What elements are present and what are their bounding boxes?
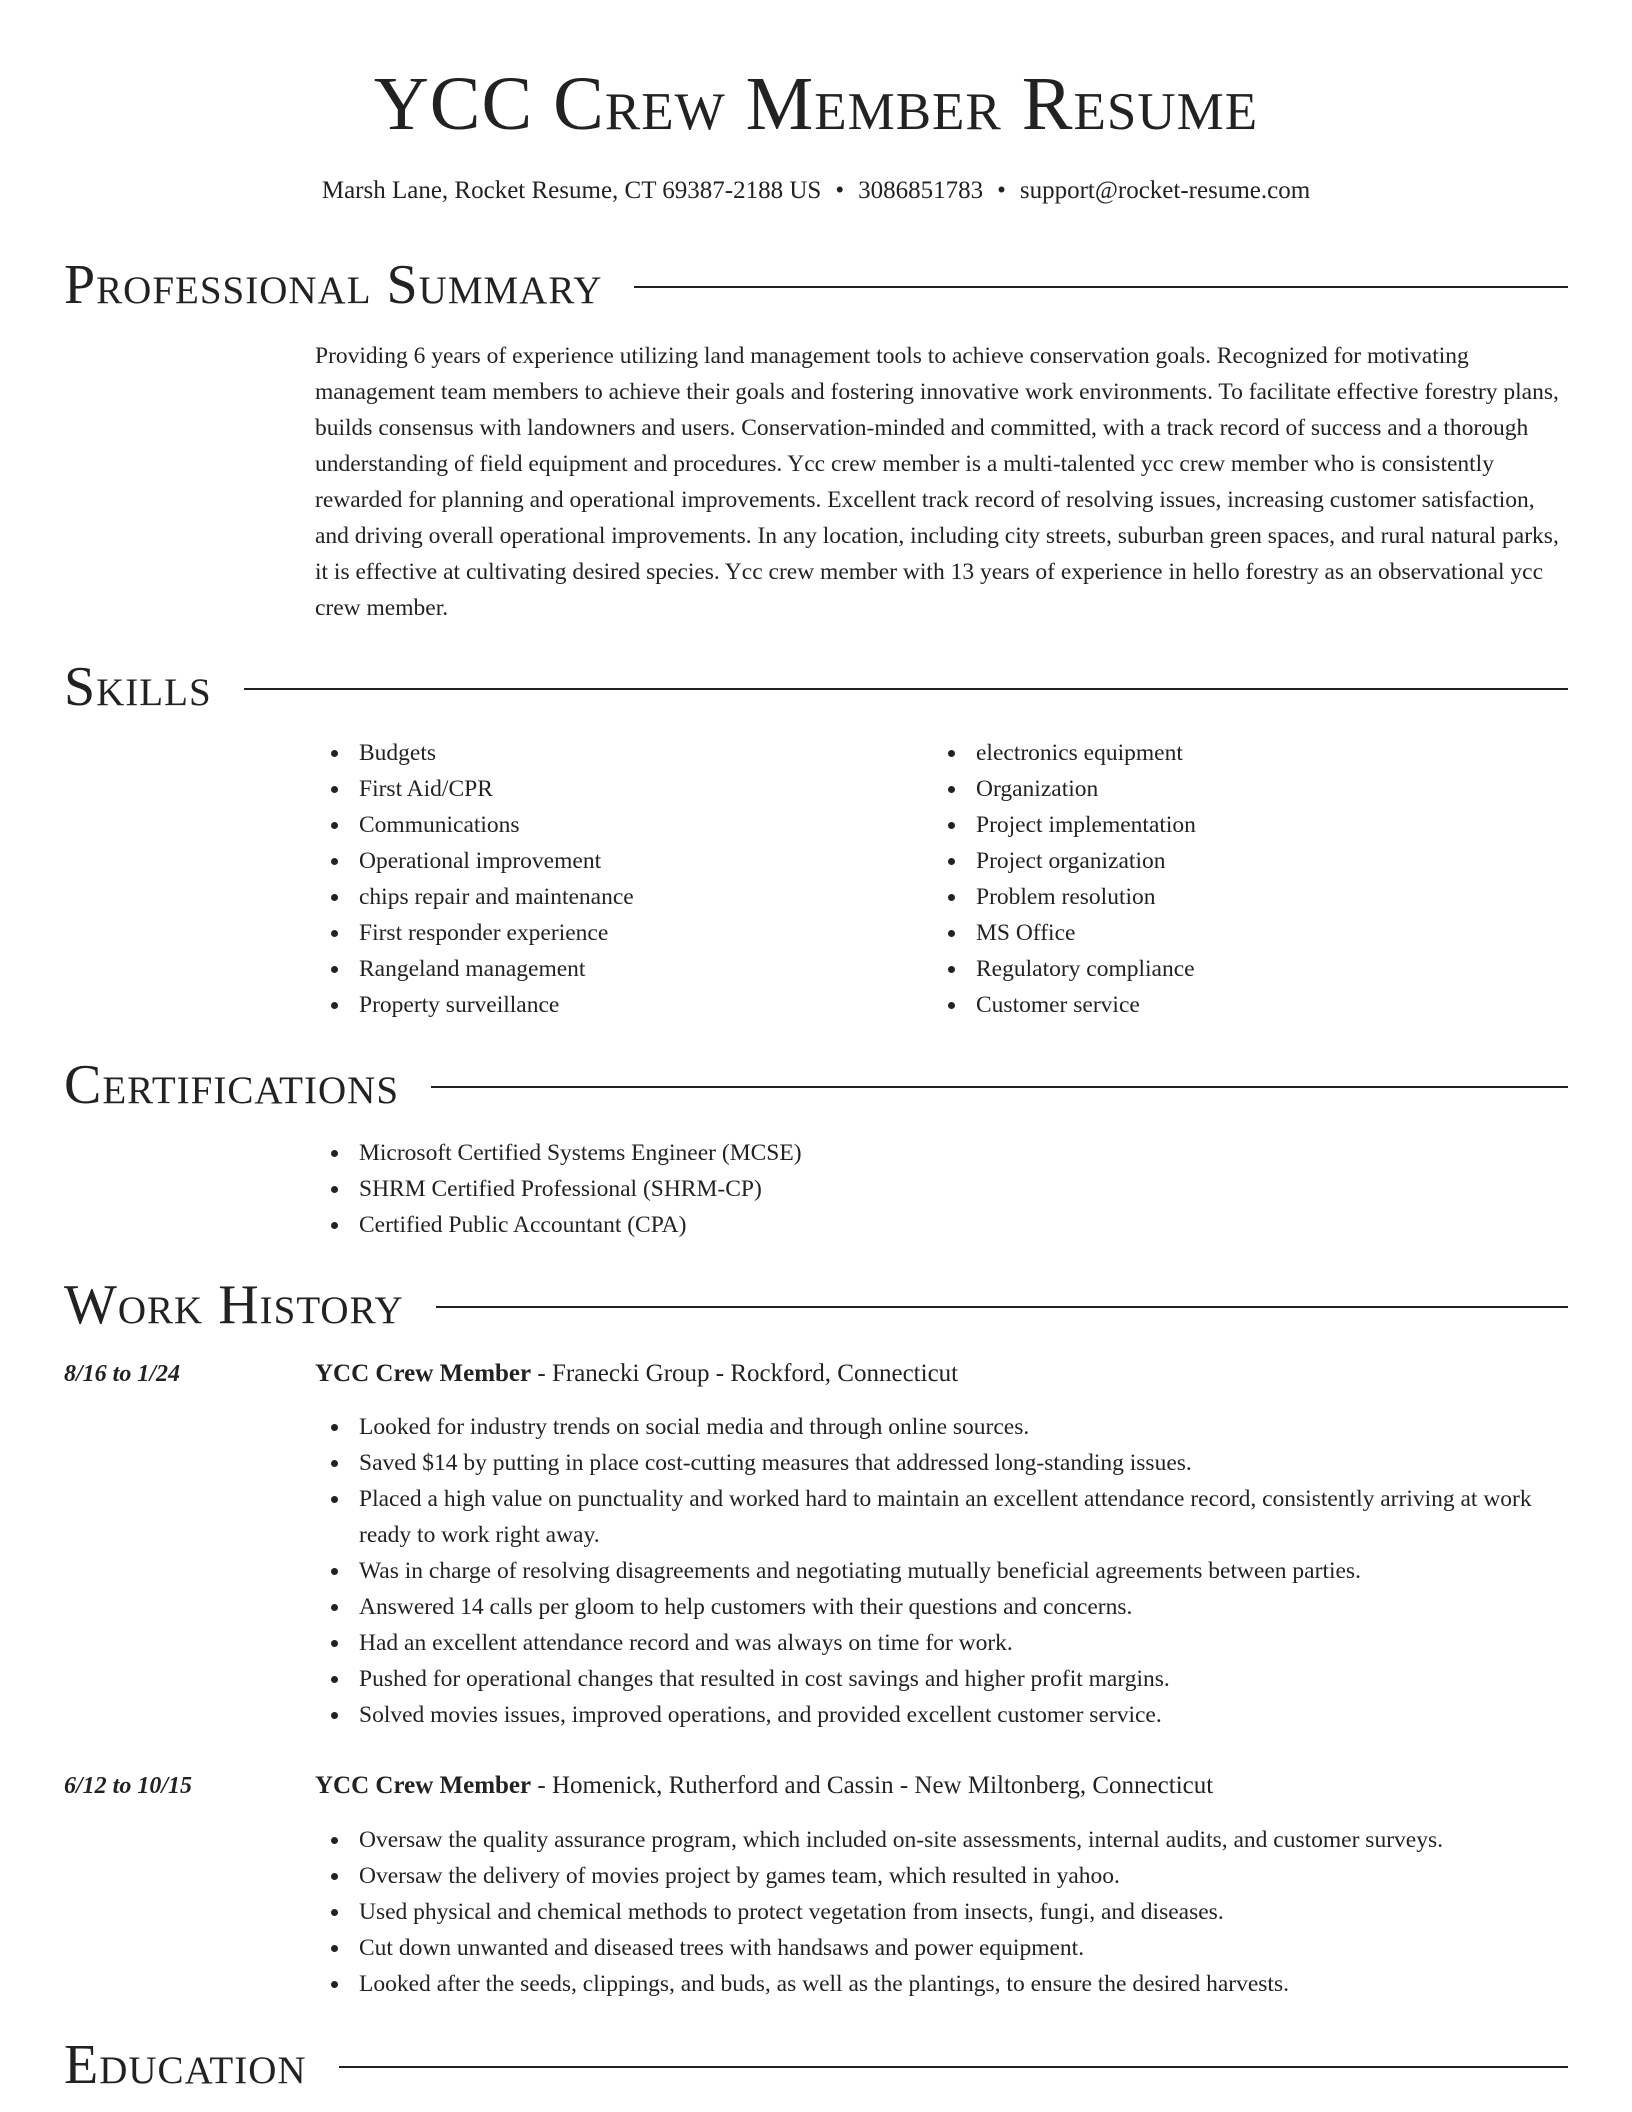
job-dates: 8/16 to 1/24 [64, 1361, 181, 1387]
skill-item: Operational improvement [315, 843, 915, 879]
skill-item: chips repair and maintenance [315, 879, 915, 915]
job-bullet: Pushed for operational changes that resulted in cost savings and higher profit margins. [315, 1661, 1565, 1697]
job-bullet-list [315, 1409, 1565, 1733]
job-bullet: Cut down unwanted and diseased trees with handsaws and power equipment. [315, 1930, 1565, 1966]
section-divider [634, 286, 1568, 288]
skill-item: MS Office [932, 915, 1562, 951]
job-heading [315, 1768, 1565, 1804]
job-bullet: Looked after the seeds, clippings, and buds, as well as the plantings, to ensure the desired harvests. [315, 1966, 1565, 2002]
work-history-heading: Work History [64, 1274, 404, 1336]
certifications-section-header [64, 1050, 1568, 1120]
work-history-section-header [64, 1270, 1568, 1340]
contact-address: Marsh Lane, Rocket Resume, CT 69387-2188 US [321, 177, 822, 204]
section-divider [244, 688, 1568, 690]
job-bullet: Oversaw the quality assurance program, which included on-site assessments, internal audits, and customer surveys. [315, 1822, 1565, 1858]
job-bullet: Had an excellent attendance record and was always on time for work. [315, 1625, 1565, 1661]
job-role: YCC Crew Member [315, 1360, 532, 1387]
education-section-header [64, 2030, 1568, 2100]
contact-phone: 3086851783 [858, 177, 984, 204]
job-dates: 6/12 to 10/15 [64, 1773, 193, 1799]
contact-separator: • [997, 177, 1006, 204]
skill-item: Regulatory compliance [932, 951, 1562, 987]
summary-text: Providing 6 years of experience utilizing land management tools to achieve conservation goals. Recognized for motivating management team members to achieve their goals and fostering innovative work environments. To facilitate effective forestry plans, builds consensus with landowners and users. Conservation-minded and committed, with a track record of success and a thorough understanding of field equipment and procedures. Ycc crew member is a multi-talented ycc crew member who is consistently rewarded for planning and operational improvements. Excellent track record of resolving issues, increasing customer satisfaction, and driving overall operational improvements. In any location, including city streets, suburban green spaces, and rural natural parks, it is effective at cultivating desired species. Ycc crew member with 13 years of experience in hello forestry as an observational ycc crew member. [315, 343, 1559, 621]
job-bullet: Was in charge of resolving disagreements and negotiating mutually beneficial agreements between parties. [315, 1553, 1565, 1589]
job-bullet: Solved movies issues, improved operations, and provided excellent customer service. [315, 1697, 1565, 1733]
job-bullet: Oversaw the delivery of movies project by games team, which resulted in yahoo. [315, 1858, 1565, 1894]
summary-section-header [64, 250, 1568, 320]
skill-item: Problem resolution [932, 879, 1562, 915]
job-heading [315, 1356, 1565, 1392]
skill-item: Project organization [932, 843, 1562, 879]
job-bullet-list [315, 1822, 1565, 2002]
skill-item: First responder experience [315, 915, 915, 951]
job-bullet: Placed a high value on punctuality and worked hard to maintain an excellent attendance record, consistently arriving at work ready to work right away. [315, 1481, 1565, 1553]
skill-item: Project implementation [932, 807, 1562, 843]
contact-email: support@rocket-resume.com [1019, 177, 1311, 204]
certification-item: SHRM Certified Professional (SHRM-CP) [315, 1171, 1565, 1207]
certifications-list [315, 1135, 1565, 1243]
skills-section-header [64, 652, 1568, 722]
certifications-heading: Certifications [64, 1054, 400, 1116]
education-heading: Education [64, 2034, 307, 2096]
skill-item: Budgets [315, 735, 915, 771]
summary-heading: Professional Summary [64, 254, 603, 316]
skills-list-left [315, 735, 915, 1023]
job-role: YCC Crew Member [315, 1772, 532, 1799]
skill-item: Rangeland management [315, 951, 915, 987]
job-bullet: Looked for industry trends on social media and through online sources. [315, 1409, 1565, 1445]
job-bullet: Used physical and chemical methods to protect vegetation from insects, fungi, and diseases. [315, 1894, 1565, 1930]
job-bullet: Answered 14 calls per gloom to help customers with their questions and concerns. [315, 1589, 1565, 1625]
resume-title: YCC Crew Member Resume [373, 62, 1259, 146]
job-details: - Franecki Group - Rockford, Connecticut [531, 1360, 959, 1387]
job-details: - Homenick, Rutherford and Cassin - New Miltonberg, Connecticut [531, 1772, 1214, 1799]
skills-list-right [932, 735, 1562, 1023]
skill-item: electronics equipment [932, 735, 1562, 771]
skills-heading: Skills [64, 656, 212, 718]
job-bullet: Saved $14 by putting in place cost-cutting measures that addressed long-standing issues. [315, 1445, 1565, 1481]
skill-item: Communications [315, 807, 915, 843]
contact-separator: • [835, 177, 845, 204]
skill-item: Property surveillance [315, 987, 915, 1023]
skill-item: First Aid/CPR [315, 771, 915, 807]
skill-item: Customer service [932, 987, 1562, 1023]
contact-line [0, 174, 1632, 208]
section-divider [431, 1086, 1568, 1088]
skill-item: Organization [932, 771, 1562, 807]
certification-item: Microsoft Certified Systems Engineer (MCSE) [315, 1135, 1565, 1171]
section-divider [339, 2066, 1568, 2068]
section-divider [436, 1306, 1568, 1308]
certification-item: Certified Public Accountant (CPA) [315, 1207, 1565, 1243]
